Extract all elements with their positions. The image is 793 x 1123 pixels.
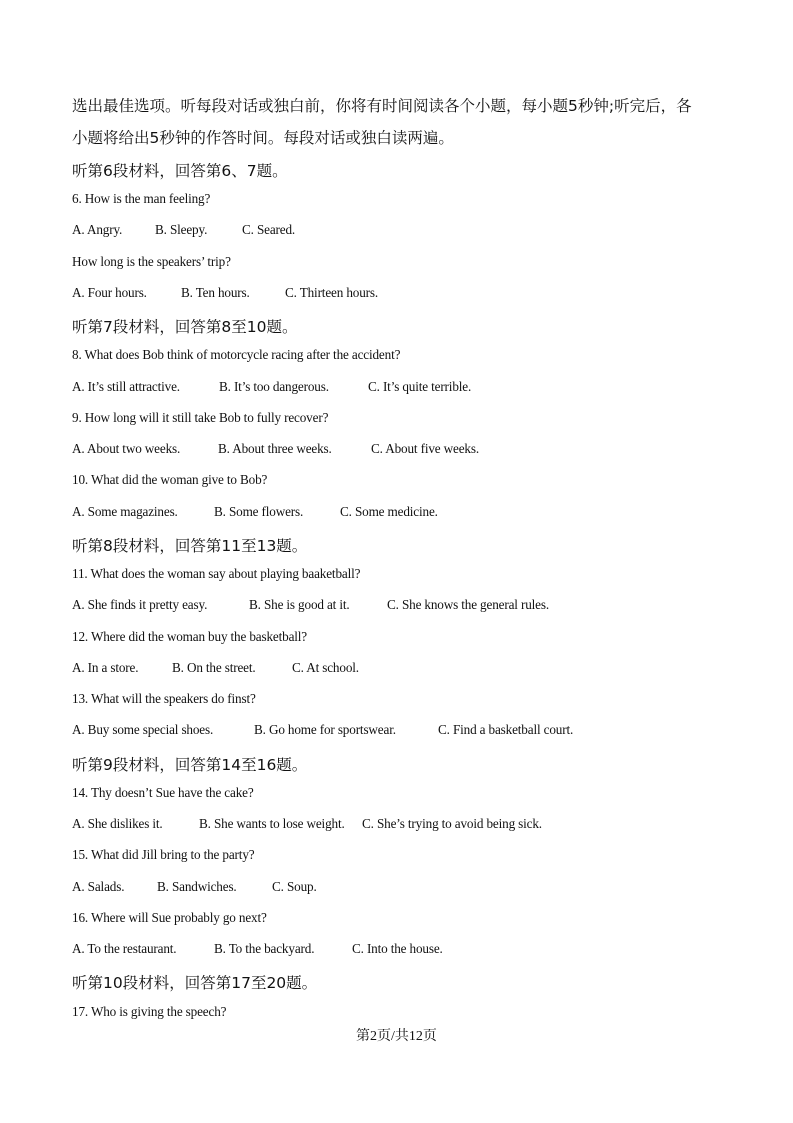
option-c: C. About five weeks. xyxy=(371,441,479,456)
section-header: 听第6段材料，回答第6、7题。 xyxy=(72,162,288,180)
question-text: 11. What does the woman say about playing baaketball? xyxy=(72,566,361,581)
instructions-line-2: 小题将给出5秒钟的作答时间。每段对话或独白读两遍。 xyxy=(72,129,454,147)
option-b: B. Sandwiches. xyxy=(157,879,237,894)
option-b: B. On the street. xyxy=(172,660,256,675)
question-text: 10. What did the woman give to Bob? xyxy=(72,472,268,487)
answer-options xyxy=(72,660,359,676)
section-header: 听第9段材料，回答第14至16题。 xyxy=(72,756,308,774)
option-a: A. Four hours. xyxy=(72,285,147,300)
option-b: B. Sleepy. xyxy=(155,222,208,237)
option-b: B. Go home for sportswear. xyxy=(254,722,396,737)
option-b: B. To the backyard. xyxy=(214,941,315,956)
option-c: C. She knows the general rules. xyxy=(387,597,549,612)
question-text: 15. What did Jill bring to the party? xyxy=(72,847,255,862)
option-b: B. About three weeks. xyxy=(218,441,332,456)
answer-options xyxy=(72,222,295,238)
question-text: 9. How long will it still take Bob to fully recover? xyxy=(72,410,329,425)
option-b: B. She is good at it. xyxy=(249,597,350,612)
answer-options xyxy=(72,285,378,301)
instructions-line-1: 选出最佳选项。听每段对话或独白前，你将有时间阅读各个小题，每小题5秒钟;听完后，各 xyxy=(72,97,692,115)
option-a: A. In a store. xyxy=(72,660,139,675)
option-b: B. Some flowers. xyxy=(214,504,304,519)
section-header: 听第10段材料，回答第17至20题。 xyxy=(72,974,318,992)
option-a: A. She finds it pretty easy. xyxy=(72,597,208,612)
option-c: C. Thirteen hours. xyxy=(285,285,379,300)
answer-options xyxy=(72,441,479,457)
option-b: B. She wants to lose weight. xyxy=(199,816,345,831)
option-a: A. Some magazines. xyxy=(72,504,178,519)
option-a: A. Angry. xyxy=(72,222,123,237)
option-c: C. Seared. xyxy=(242,222,296,237)
answer-options xyxy=(72,504,438,520)
option-c: C. She’s trying to avoid being sick. xyxy=(362,816,542,831)
section-header: 听第7段材料，回答第8至10题。 xyxy=(72,318,298,336)
option-a: A. She dislikes it. xyxy=(72,816,163,831)
section-header: 听第8段材料，回答第11至13题。 xyxy=(72,537,308,555)
answer-options xyxy=(72,379,471,395)
answer-options xyxy=(72,722,573,738)
answer-options xyxy=(72,879,317,895)
question-text: 17. Who is giving the speech? xyxy=(72,1004,227,1019)
option-a: A. Buy some special shoes. xyxy=(72,722,214,737)
option-c: C. Into the house. xyxy=(352,941,443,956)
option-c: C. Find a basketball court. xyxy=(438,722,574,737)
option-a: A. It’s still attractive. xyxy=(72,379,180,394)
option-b: B. It’s too dangerous. xyxy=(219,379,329,394)
question-text: 6. How is the man feeling? xyxy=(72,191,211,206)
option-c: C. At school. xyxy=(292,660,359,675)
option-b: B. Ten hours. xyxy=(181,285,250,300)
question-text: How long is the speakers’ trip? xyxy=(72,254,231,269)
page-footer: 第2页/共12页 xyxy=(356,1029,437,1044)
option-a: A. About two weeks. xyxy=(72,441,181,456)
option-c: C. Some medicine. xyxy=(340,504,438,519)
option-c: C. It’s quite terrible. xyxy=(368,379,472,394)
question-text: 12. Where did the woman buy the basketball? xyxy=(72,629,308,644)
question-text: 16. Where will Sue probably go next? xyxy=(72,910,267,925)
answer-options xyxy=(72,816,542,832)
question-text: 13. What will the speakers do finst? xyxy=(72,691,256,706)
question-text: 14. Thy doesn’t Sue have the cake? xyxy=(72,785,254,800)
option-c: C. Soup. xyxy=(272,879,317,894)
answer-options xyxy=(72,597,549,613)
answer-options xyxy=(72,941,443,957)
question-text: 8. What does Bob think of motorcycle racing after the accident? xyxy=(72,347,401,362)
option-a: A. To the restaurant. xyxy=(72,941,177,956)
option-a: A. Salads. xyxy=(72,879,125,894)
